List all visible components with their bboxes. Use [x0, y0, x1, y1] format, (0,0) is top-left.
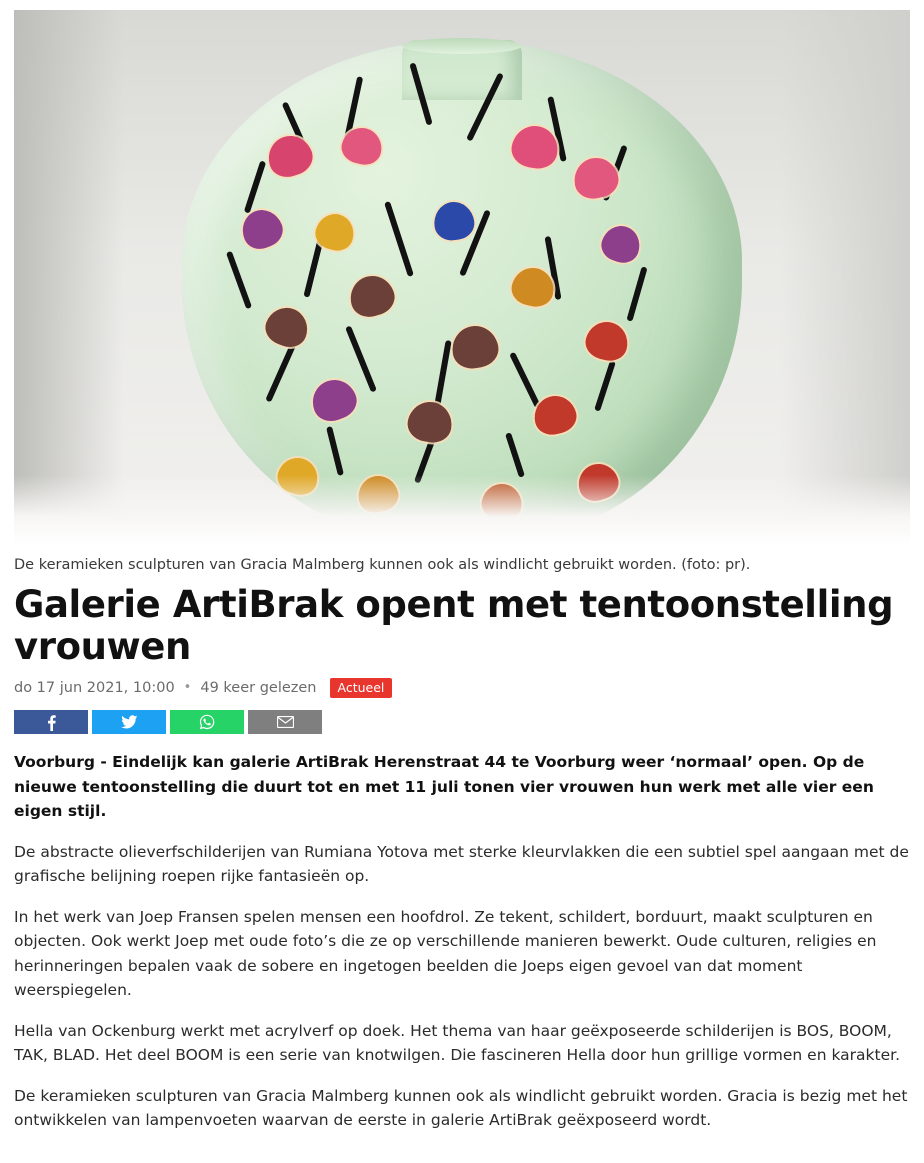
- page-title: Galerie ArtiBrak opent met tentoonstelling vrouwen: [14, 583, 894, 668]
- article-meta: [14, 678, 910, 699]
- vase-stroke: [434, 340, 451, 406]
- vase-flower: [582, 317, 632, 364]
- article-paragraph: De keramieken sculpturen van Gracia Malmberg kunnen ook als windlicht gebruikt worden. Gracia is bezig met het ontwikkelen van lampenvoeten waarvan de eerste in galerie ArtiBrak geëxposeerd wordt.: [14, 1086, 908, 1130]
- vase-stroke: [505, 432, 525, 478]
- article-paragraph: In het werk van Joep Fransen spelen mensen een hoofdrol. Ze tekent, schildert, borduurt, maakt sculpturen en objecten. Ook werkt Joep met oude foto’s die ze op verschillende manieren bewerkt. Oude culturen, religies en herinneringen bepalen vaak de sobere en ingetogen beelden die Joeps eigen gevoel van dat moment weerspiegelen.: [14, 907, 877, 1000]
- article-paragraph: Hella van Ockenburg werkt met acrylverf op doek. Het thema van haar geëxposeerde schilderijen is BOS, BOOM, TAK, BLAD. Het deel BOOM is een serie van knotwilgen. Die fascineren Hella door hun grillige vormen en karakter.: [14, 1021, 900, 1065]
- article-paragraph: De abstracte olieverfschilderijen van Rumiana Yotova met sterke kleurvlakken die een subtiel spel aangaan met de grafische belijning roepen rijke fantasieën op.: [14, 842, 909, 886]
- ceramic-vase: [182, 40, 742, 540]
- share-whatsapp-button[interactable]: [170, 710, 244, 734]
- envelope-icon: [277, 716, 294, 728]
- twitter-icon: [121, 715, 138, 729]
- vase-stroke: [265, 342, 297, 403]
- vase-flower: [405, 398, 455, 445]
- status-badge[interactable]: Actueel: [330, 678, 393, 699]
- article-lead: Voorburg - Eindelijk kan galerie ArtiBrak Herenstraat 44 te Voorburg weer ‘normaal’ open. Op de nieuwe tentoonstelling die duurt tot en met 11 juli tonen vier vrouwen hun werk met alle vier een eigen stijl.: [14, 753, 874, 821]
- share-bar: [14, 710, 910, 734]
- share-twitter-button[interactable]: [92, 710, 166, 734]
- vase-stroke: [244, 160, 266, 213]
- vase-rim: [402, 38, 522, 54]
- vase-flower: [570, 154, 621, 202]
- vase-stroke: [345, 325, 377, 392]
- vase-flower: [306, 374, 361, 427]
- vase-flower: [432, 199, 477, 242]
- vase-stroke: [384, 201, 414, 277]
- vase-stroke: [626, 266, 647, 321]
- image-caption: De keramieken sculpturen van Gracia Malmberg kunnen ook als windlicht gebruikt worden. (foto: pr).: [14, 557, 751, 573]
- facebook-icon: [47, 714, 56, 731]
- whatsapp-icon: [199, 714, 215, 730]
- share-facebook-button[interactable]: [14, 710, 88, 734]
- vase-stroke: [326, 426, 344, 476]
- share-email-button[interactable]: [248, 710, 322, 734]
- vase-flower: [449, 322, 502, 371]
- vase-flower: [261, 302, 313, 352]
- vase-flower: [263, 130, 317, 182]
- read-count: 49 keer gelezen: [200, 679, 317, 696]
- hero-shadow-left: [14, 10, 124, 545]
- vase-stroke: [509, 352, 541, 409]
- hero-shadow-right: [780, 10, 910, 545]
- meta-separator: •: [183, 680, 192, 696]
- vase-stroke: [226, 251, 252, 309]
- article-hero-image: [14, 10, 910, 545]
- vase-flower: [597, 221, 644, 267]
- vase-flower: [345, 271, 398, 322]
- publish-date: do 17 jun 2021, 10:00: [14, 679, 175, 696]
- vase-stroke: [594, 360, 616, 411]
- hero-floor: [14, 475, 910, 545]
